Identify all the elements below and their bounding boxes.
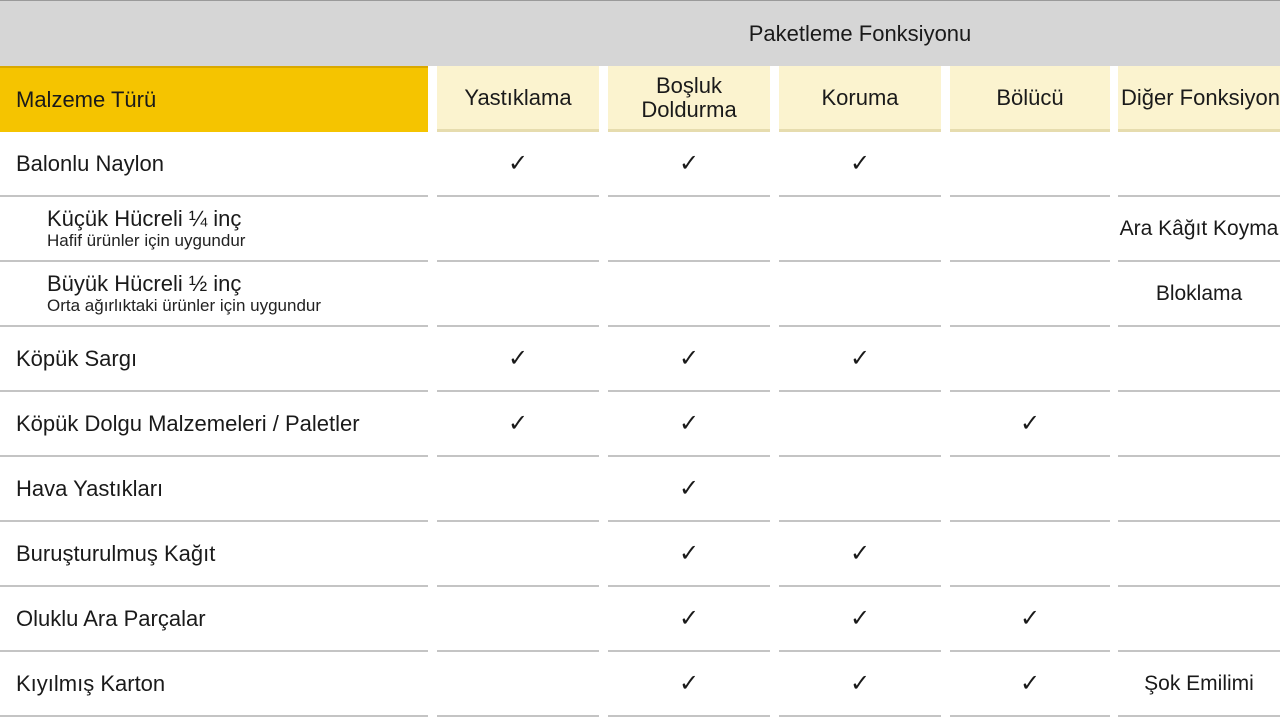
table-row bbox=[0, 457, 1280, 522]
row-divider bbox=[0, 715, 428, 717]
function-cell bbox=[437, 262, 599, 325]
material-name: Köpük Sargı bbox=[16, 345, 138, 371]
function-cell bbox=[437, 197, 599, 260]
function-cell bbox=[950, 262, 1110, 325]
function-cell bbox=[437, 392, 599, 455]
other-function-cell bbox=[1118, 652, 1280, 715]
material-cell bbox=[0, 457, 428, 520]
other-function-text: Bloklama bbox=[1155, 281, 1243, 305]
function-cell bbox=[437, 327, 599, 390]
other-function-cell bbox=[1118, 587, 1280, 650]
function-cell bbox=[779, 652, 941, 715]
function-cell bbox=[950, 197, 1110, 260]
material-name: Küçük Hücreli ¼ inç bbox=[47, 205, 242, 231]
function-cell bbox=[950, 587, 1110, 650]
function-cell bbox=[608, 457, 770, 520]
checkmark-icon: ✓ bbox=[678, 540, 700, 567]
material-cell bbox=[0, 262, 428, 325]
column-header-label: Koruma bbox=[821, 84, 899, 110]
checkmark-icon: ✓ bbox=[678, 410, 700, 437]
function-cell bbox=[437, 132, 599, 195]
column-header-label: Bölücü bbox=[996, 84, 1064, 110]
table-row bbox=[0, 262, 1280, 327]
material-cell bbox=[0, 587, 428, 650]
function-cell bbox=[437, 652, 599, 715]
material-cell bbox=[0, 197, 428, 260]
function-cell bbox=[608, 522, 770, 585]
function-cell bbox=[437, 587, 599, 650]
other-function-cell bbox=[1118, 327, 1280, 390]
other-function-cell bbox=[1118, 262, 1280, 325]
other-function-cell bbox=[1118, 197, 1280, 260]
material-type-header-label: Malzeme Türü bbox=[16, 87, 157, 112]
material-name: Büyük Hücreli ½ inç bbox=[47, 270, 242, 296]
checkmark-icon: ✓ bbox=[507, 345, 529, 372]
table-row bbox=[0, 327, 1280, 392]
checkmark-icon: ✓ bbox=[678, 345, 700, 372]
row-divider bbox=[950, 715, 1110, 717]
column-header-label: Boşluk Doldurma bbox=[641, 72, 737, 122]
material-cell bbox=[0, 327, 428, 390]
function-cell bbox=[437, 457, 599, 520]
other-function-cell bbox=[1118, 132, 1280, 195]
function-cell bbox=[608, 262, 770, 325]
material-description: Orta ağırlıktaki ürünler için uygundur bbox=[47, 295, 322, 315]
column-header-protection bbox=[779, 66, 941, 132]
checkmark-icon: ✓ bbox=[1019, 410, 1041, 437]
row-divider bbox=[437, 715, 599, 717]
function-cell bbox=[950, 392, 1110, 455]
other-function-text: Ara Kâğıt Koyma bbox=[1119, 216, 1279, 240]
material-description: Hafif ürünler için uygundur bbox=[47, 230, 246, 250]
material-cell bbox=[0, 522, 428, 585]
checkmark-icon: ✓ bbox=[849, 605, 871, 632]
function-cell bbox=[950, 327, 1110, 390]
function-cell bbox=[608, 327, 770, 390]
function-cell bbox=[608, 652, 770, 715]
function-cell bbox=[950, 522, 1110, 585]
material-type-header bbox=[0, 66, 428, 132]
checkmark-icon: ✓ bbox=[849, 540, 871, 567]
row-divider bbox=[608, 715, 770, 717]
column-header-divider bbox=[950, 66, 1110, 132]
function-cell bbox=[779, 522, 941, 585]
function-cell bbox=[779, 587, 941, 650]
other-function-cell bbox=[1118, 457, 1280, 520]
table-row bbox=[0, 587, 1280, 652]
checkmark-icon: ✓ bbox=[849, 345, 871, 372]
checkmark-icon: ✓ bbox=[1019, 605, 1041, 632]
group-header-title: Paketleme Fonksiyonu bbox=[748, 21, 972, 46]
table-row bbox=[0, 392, 1280, 457]
group-header-band bbox=[0, 0, 1280, 66]
table-row bbox=[0, 652, 1280, 717]
material-cell bbox=[0, 392, 428, 455]
material-name: Köpük Dolgu Malzemeleri / Paletler bbox=[16, 410, 360, 436]
checkmark-icon: ✓ bbox=[678, 150, 700, 177]
table-row bbox=[0, 132, 1280, 197]
other-function-cell bbox=[1118, 522, 1280, 585]
checkmark-icon: ✓ bbox=[678, 670, 700, 697]
column-header-other-function bbox=[1118, 66, 1280, 132]
table-row bbox=[0, 522, 1280, 587]
column-header-label: Diğer Fonksiyon bbox=[1121, 84, 1280, 110]
row-divider bbox=[779, 715, 941, 717]
column-header-label: Yastıklama bbox=[464, 84, 572, 110]
material-name: Kıyılmış Karton bbox=[16, 670, 166, 696]
function-cell bbox=[608, 197, 770, 260]
function-cell bbox=[437, 522, 599, 585]
function-cell bbox=[608, 132, 770, 195]
function-cell bbox=[779, 132, 941, 195]
table-row bbox=[0, 197, 1280, 262]
function-cell bbox=[779, 327, 941, 390]
function-cell bbox=[608, 587, 770, 650]
material-name: Balonlu Naylon bbox=[16, 150, 164, 176]
checkmark-icon: ✓ bbox=[849, 150, 871, 177]
function-cell bbox=[779, 457, 941, 520]
checkmark-icon: ✓ bbox=[678, 605, 700, 632]
column-header-cushioning bbox=[437, 66, 599, 132]
material-cell bbox=[0, 652, 428, 715]
other-function-text: Şok Emilimi bbox=[1144, 671, 1254, 695]
function-cell bbox=[779, 392, 941, 455]
checkmark-icon: ✓ bbox=[1019, 670, 1041, 697]
material-name: Buruşturulmuş Kağıt bbox=[16, 540, 216, 566]
material-name: Hava Yastıkları bbox=[16, 475, 164, 501]
checkmark-icon: ✓ bbox=[849, 670, 871, 697]
function-cell bbox=[608, 392, 770, 455]
checkmark-icon: ✓ bbox=[507, 150, 529, 177]
function-cell bbox=[950, 132, 1110, 195]
other-function-cell bbox=[1118, 392, 1280, 455]
function-cell bbox=[950, 652, 1110, 715]
row-divider bbox=[1118, 715, 1280, 717]
function-cell bbox=[779, 197, 941, 260]
function-cell bbox=[950, 457, 1110, 520]
function-cell bbox=[779, 262, 941, 325]
checkmark-icon: ✓ bbox=[507, 410, 529, 437]
checkmark-icon: ✓ bbox=[678, 475, 700, 502]
column-header-void-fill bbox=[608, 66, 770, 132]
material-cell bbox=[0, 132, 428, 195]
material-name: Oluklu Ara Parçalar bbox=[16, 605, 206, 631]
